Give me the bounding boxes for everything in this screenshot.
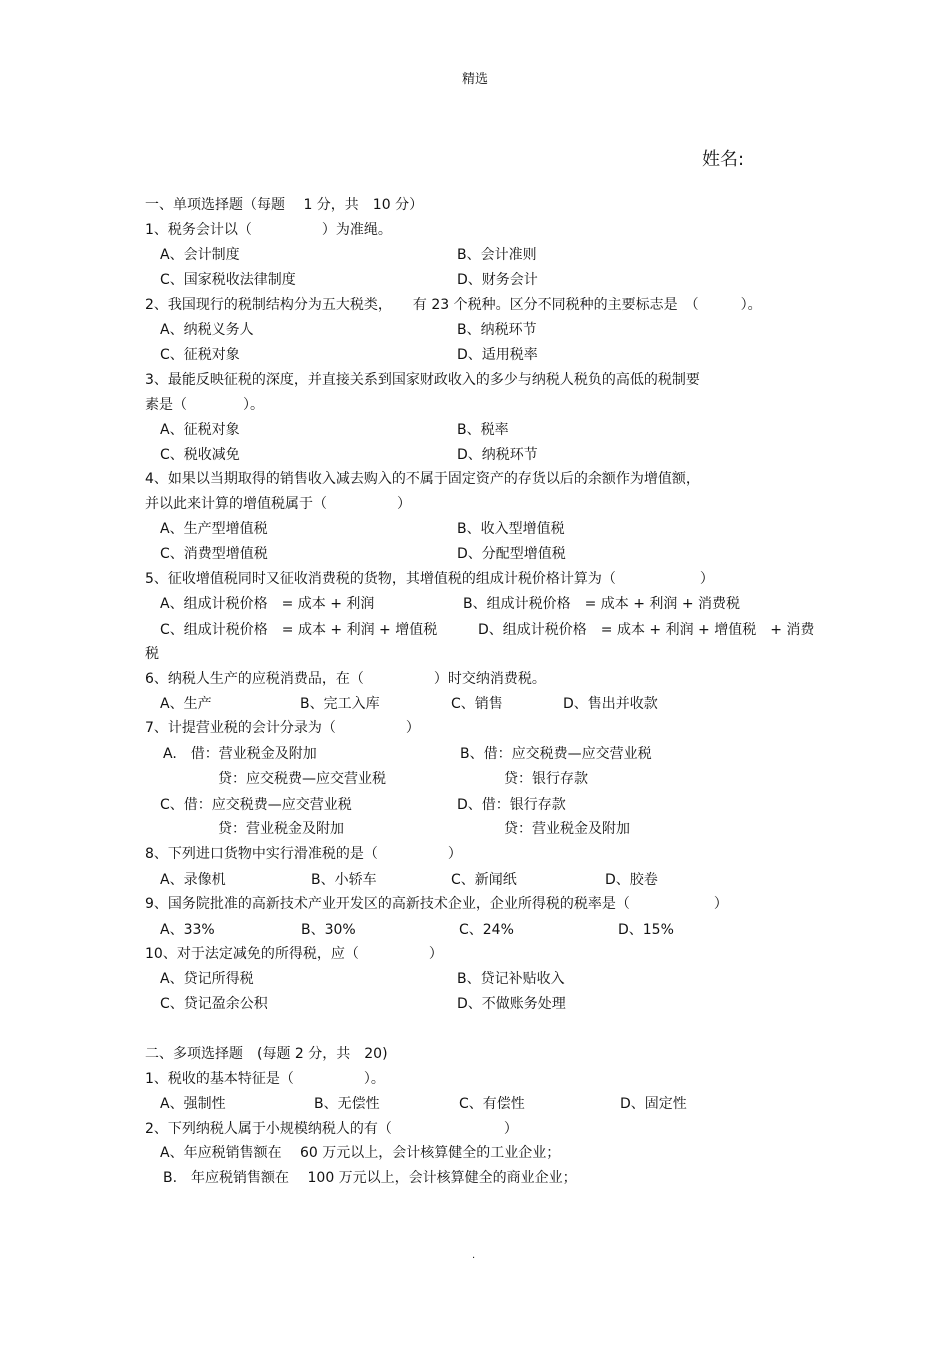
q8-option-a: A、录像机 <box>160 872 226 888</box>
q7-option-b-credit: 贷：银行存款 <box>504 771 588 787</box>
q6-option-b: B、完工入库 <box>300 696 380 712</box>
footer-mark: . <box>472 1250 476 1261</box>
s2-q2-option-b: B. 年应税销售额在 100 万元以上，会计核算健全的商业企业； <box>163 1170 577 1186</box>
q5-option-d-continued: 税 <box>145 646 159 662</box>
q9-option-d: D、15% <box>618 922 674 938</box>
q10-option-c: C、贷记盈余公积 <box>160 996 268 1012</box>
q8-stem: 8、下列进口货物中实行滑准税的是（ ） <box>145 846 462 862</box>
section-1-title: 一、单项选择题（每题 1 分，共 10 分） <box>145 197 424 213</box>
q6-option-d: D、售出并收款 <box>563 696 658 712</box>
q8-option-d: D、胶卷 <box>605 872 658 888</box>
q10-option-d: D、不做账务处理 <box>457 996 566 1012</box>
q1-stem: 1、税务会计以（ ）为准绳。 <box>145 222 392 238</box>
section-2-title: 二、多项选择题 (每题 2 分，共 20) <box>145 1046 388 1062</box>
q7-option-b-debit: B、借：应交税费—应交营业税 <box>460 746 652 762</box>
q7-option-a-credit: 贷：应交税费—应交营业税 <box>218 771 386 787</box>
q2-option-d: D、适用税率 <box>457 347 538 363</box>
q3-option-d: D、纳税环节 <box>457 447 538 463</box>
page-header: 精选 <box>461 72 488 87</box>
q5-option-c: C、组成计税价格 = 成本 + 利润 + 增值税 <box>160 622 438 638</box>
q3-stem-line2: 素是（ ）。 <box>145 397 264 413</box>
q7-option-c-credit: 贷：营业税金及附加 <box>218 821 344 837</box>
q8-option-c: C、新闻纸 <box>451 872 517 888</box>
q4-option-b: B、收入型增值税 <box>457 521 565 537</box>
q6-option-a: A、生产 <box>160 696 212 712</box>
q7-option-a-debit: A. 借：营业税金及附加 <box>163 746 317 762</box>
q4-option-a: A、生产型增值税 <box>160 521 268 537</box>
q5-option-d: D、组成计税价格 = 成本 + 利润 + 增值税 + 消费 <box>478 622 815 638</box>
q5-option-a: A、组成计税价格 = 成本 + 利润 <box>160 596 375 612</box>
q7-option-c-debit: C、借：应交税费—应交营业税 <box>160 797 352 813</box>
q2-option-a: A、纳税义务人 <box>160 322 254 338</box>
q3-option-a: A、征税对象 <box>160 422 240 438</box>
q8-option-b: B、小轿车 <box>311 872 377 888</box>
q9-stem: 9、国务院批准的高新技术产业开发区的高新技术企业，企业所得税的税率是（ ） <box>145 896 728 912</box>
q1-option-a: A、会计制度 <box>160 247 240 263</box>
q10-stem: 10、对于法定减免的所得税，应（ ） <box>145 946 443 962</box>
s2-q2-stem: 2、下列纳税人属于小规模纳税人的有（ ） <box>145 1121 518 1137</box>
q9-option-a: A、33% <box>160 922 215 938</box>
q7-stem: 7、计提营业税的会计分录为（ ） <box>145 720 420 736</box>
q2-option-c: C、征税对象 <box>160 347 240 363</box>
s2-q1-stem: 1、税收的基本特征是（ ）。 <box>145 1071 385 1087</box>
name-label: 姓名: <box>702 149 745 170</box>
s2-q1-option-a: A、强制性 <box>160 1096 226 1112</box>
q1-option-d: D、财务会计 <box>457 272 538 288</box>
q10-option-b: B、贷记补贴收入 <box>457 971 565 987</box>
q2-stem: 2、我国现行的税制结构分为五大税类， 有 23 个税种。区分不同税种的主要标志是 （ ）。 <box>145 297 762 313</box>
q9-option-b: B、30% <box>301 922 356 938</box>
s2-q1-option-d: D、固定性 <box>620 1096 687 1112</box>
q7-option-d-debit: D、借：银行存款 <box>457 797 566 813</box>
s2-q1-option-b: B、无偿性 <box>314 1096 380 1112</box>
q3-stem-line1: 3、最能反映征税的深度，并直接关系到国家财政收入的多少与纳税人税负的高低的税制要 <box>145 372 700 388</box>
q5-option-b: B、组成计税价格 = 成本 + 利润 + 消费税 <box>463 596 741 612</box>
q4-option-d: D、分配型增值税 <box>457 546 566 562</box>
q5-stem: 5、征收增值税同时又征收消费税的货物，其增值税的组成计税价格计算为（ ） <box>145 571 714 587</box>
q4-stem-line2: 并以此来计算的增值税属于（ ） <box>145 496 411 512</box>
q2-option-b: B、纳税环节 <box>457 322 537 338</box>
s2-q1-option-c: C、有偿性 <box>459 1096 525 1112</box>
s2-q2-option-a: A、年应税销售额在 60 万元以上，会计核算健全的工业企业； <box>160 1145 561 1161</box>
q7-option-d-credit: 贷：营业税金及附加 <box>504 821 630 837</box>
q6-stem: 6、纳税人生产的应税消费品，在（ ）时交纳消费税。 <box>145 671 546 687</box>
q4-option-c: C、消费型增值税 <box>160 546 268 562</box>
q1-option-b: B、会计准则 <box>457 247 537 263</box>
q6-option-c: C、销售 <box>451 696 503 712</box>
q1-option-c: C、国家税收法律制度 <box>160 272 296 288</box>
q4-stem-line1: 4、如果以当期取得的销售收入减去购入的不属于固定资产的存货以后的余额作为增值额， <box>145 471 700 487</box>
q3-option-c: C、税收减免 <box>160 447 240 463</box>
q3-option-b: B、税率 <box>457 422 509 438</box>
q9-option-c: C、24% <box>459 922 514 938</box>
q10-option-a: A、贷记所得税 <box>160 971 254 987</box>
